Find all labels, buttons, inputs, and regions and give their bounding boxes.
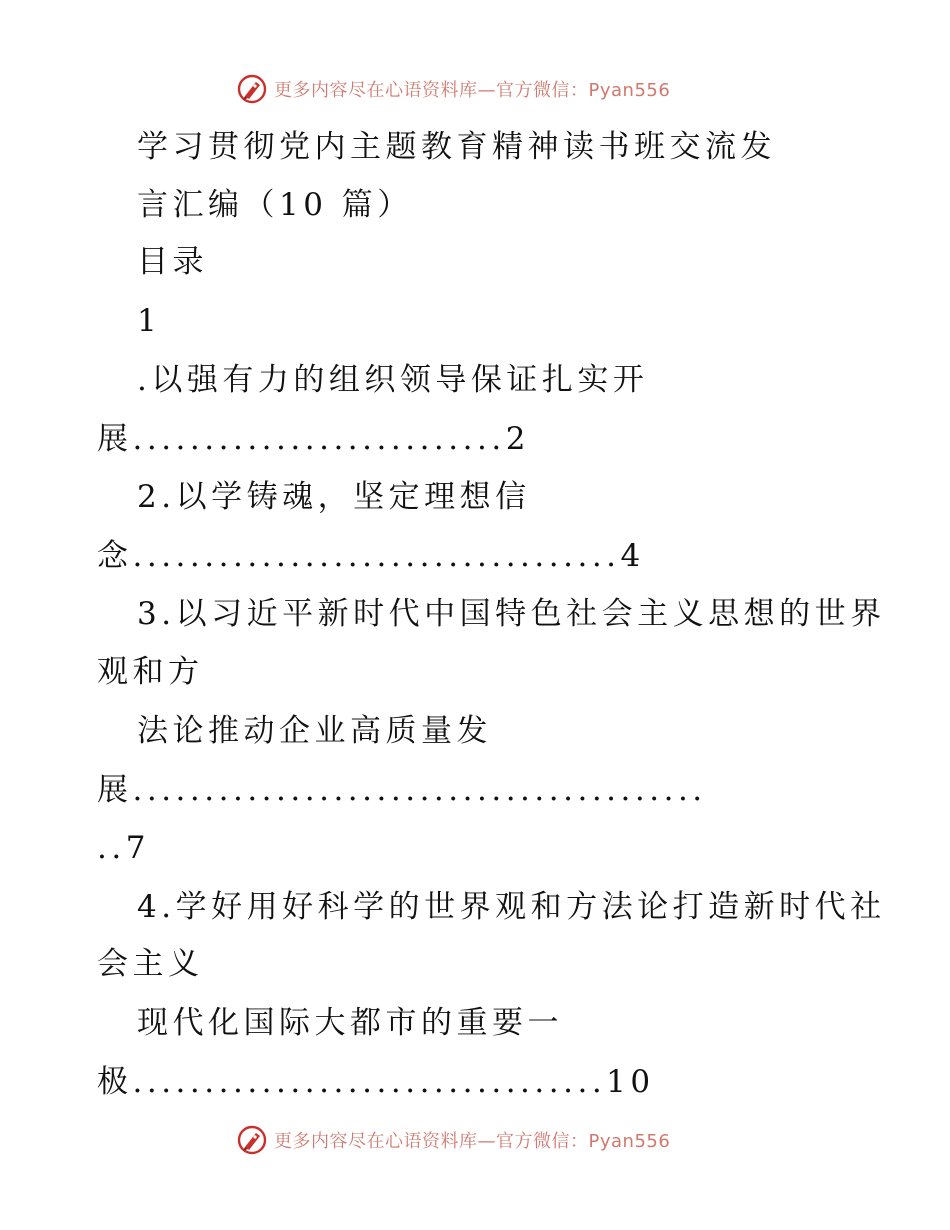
toc-line: 4.学好用好科学的世界观和方法论打造新时代社: [137, 889, 886, 925]
toc-line: 3.以习近平新时代中国特色社会主义思想的世界: [137, 596, 886, 632]
toc-line: 1: [137, 303, 162, 339]
document-title-line-2: 言汇编（10 篇）: [137, 187, 413, 223]
toc-line: 极.................................10: [97, 1064, 655, 1100]
toc-line: .以强有力的组织领导保证扎实开: [137, 362, 649, 398]
watermark-footer: [236, 1123, 670, 1157]
toc-line: 展..........................2: [97, 421, 530, 457]
toc-line: 现代化国际大都市的重要一: [137, 1005, 563, 1041]
toc-line: 2.以学铸魂，坚定理想信: [137, 479, 531, 515]
toc-line: 念..................................4: [97, 538, 645, 574]
pen-nib-circle-logo-icon: [236, 1124, 268, 1156]
document-title-line-1: 学习贯彻党内主题教育精神读书班交流发: [137, 129, 776, 165]
watermark-text: 更多内容尽在心语资料库—官方微信：Pyan556: [274, 80, 671, 101]
toc-line: 会主义: [97, 946, 204, 982]
pen-nib-circle-logo-icon: [236, 73, 268, 105]
toc-line: 展........................................: [97, 772, 707, 808]
watermark-header: [236, 72, 670, 106]
toc-line: ..7: [97, 830, 150, 866]
watermark-text: 更多内容尽在心语资料库—官方微信：Pyan556: [274, 1131, 671, 1152]
toc-line: 观和方: [97, 654, 204, 690]
toc-heading: 目录: [137, 244, 208, 280]
toc-line: 法论推动企业高质量发: [137, 713, 492, 749]
